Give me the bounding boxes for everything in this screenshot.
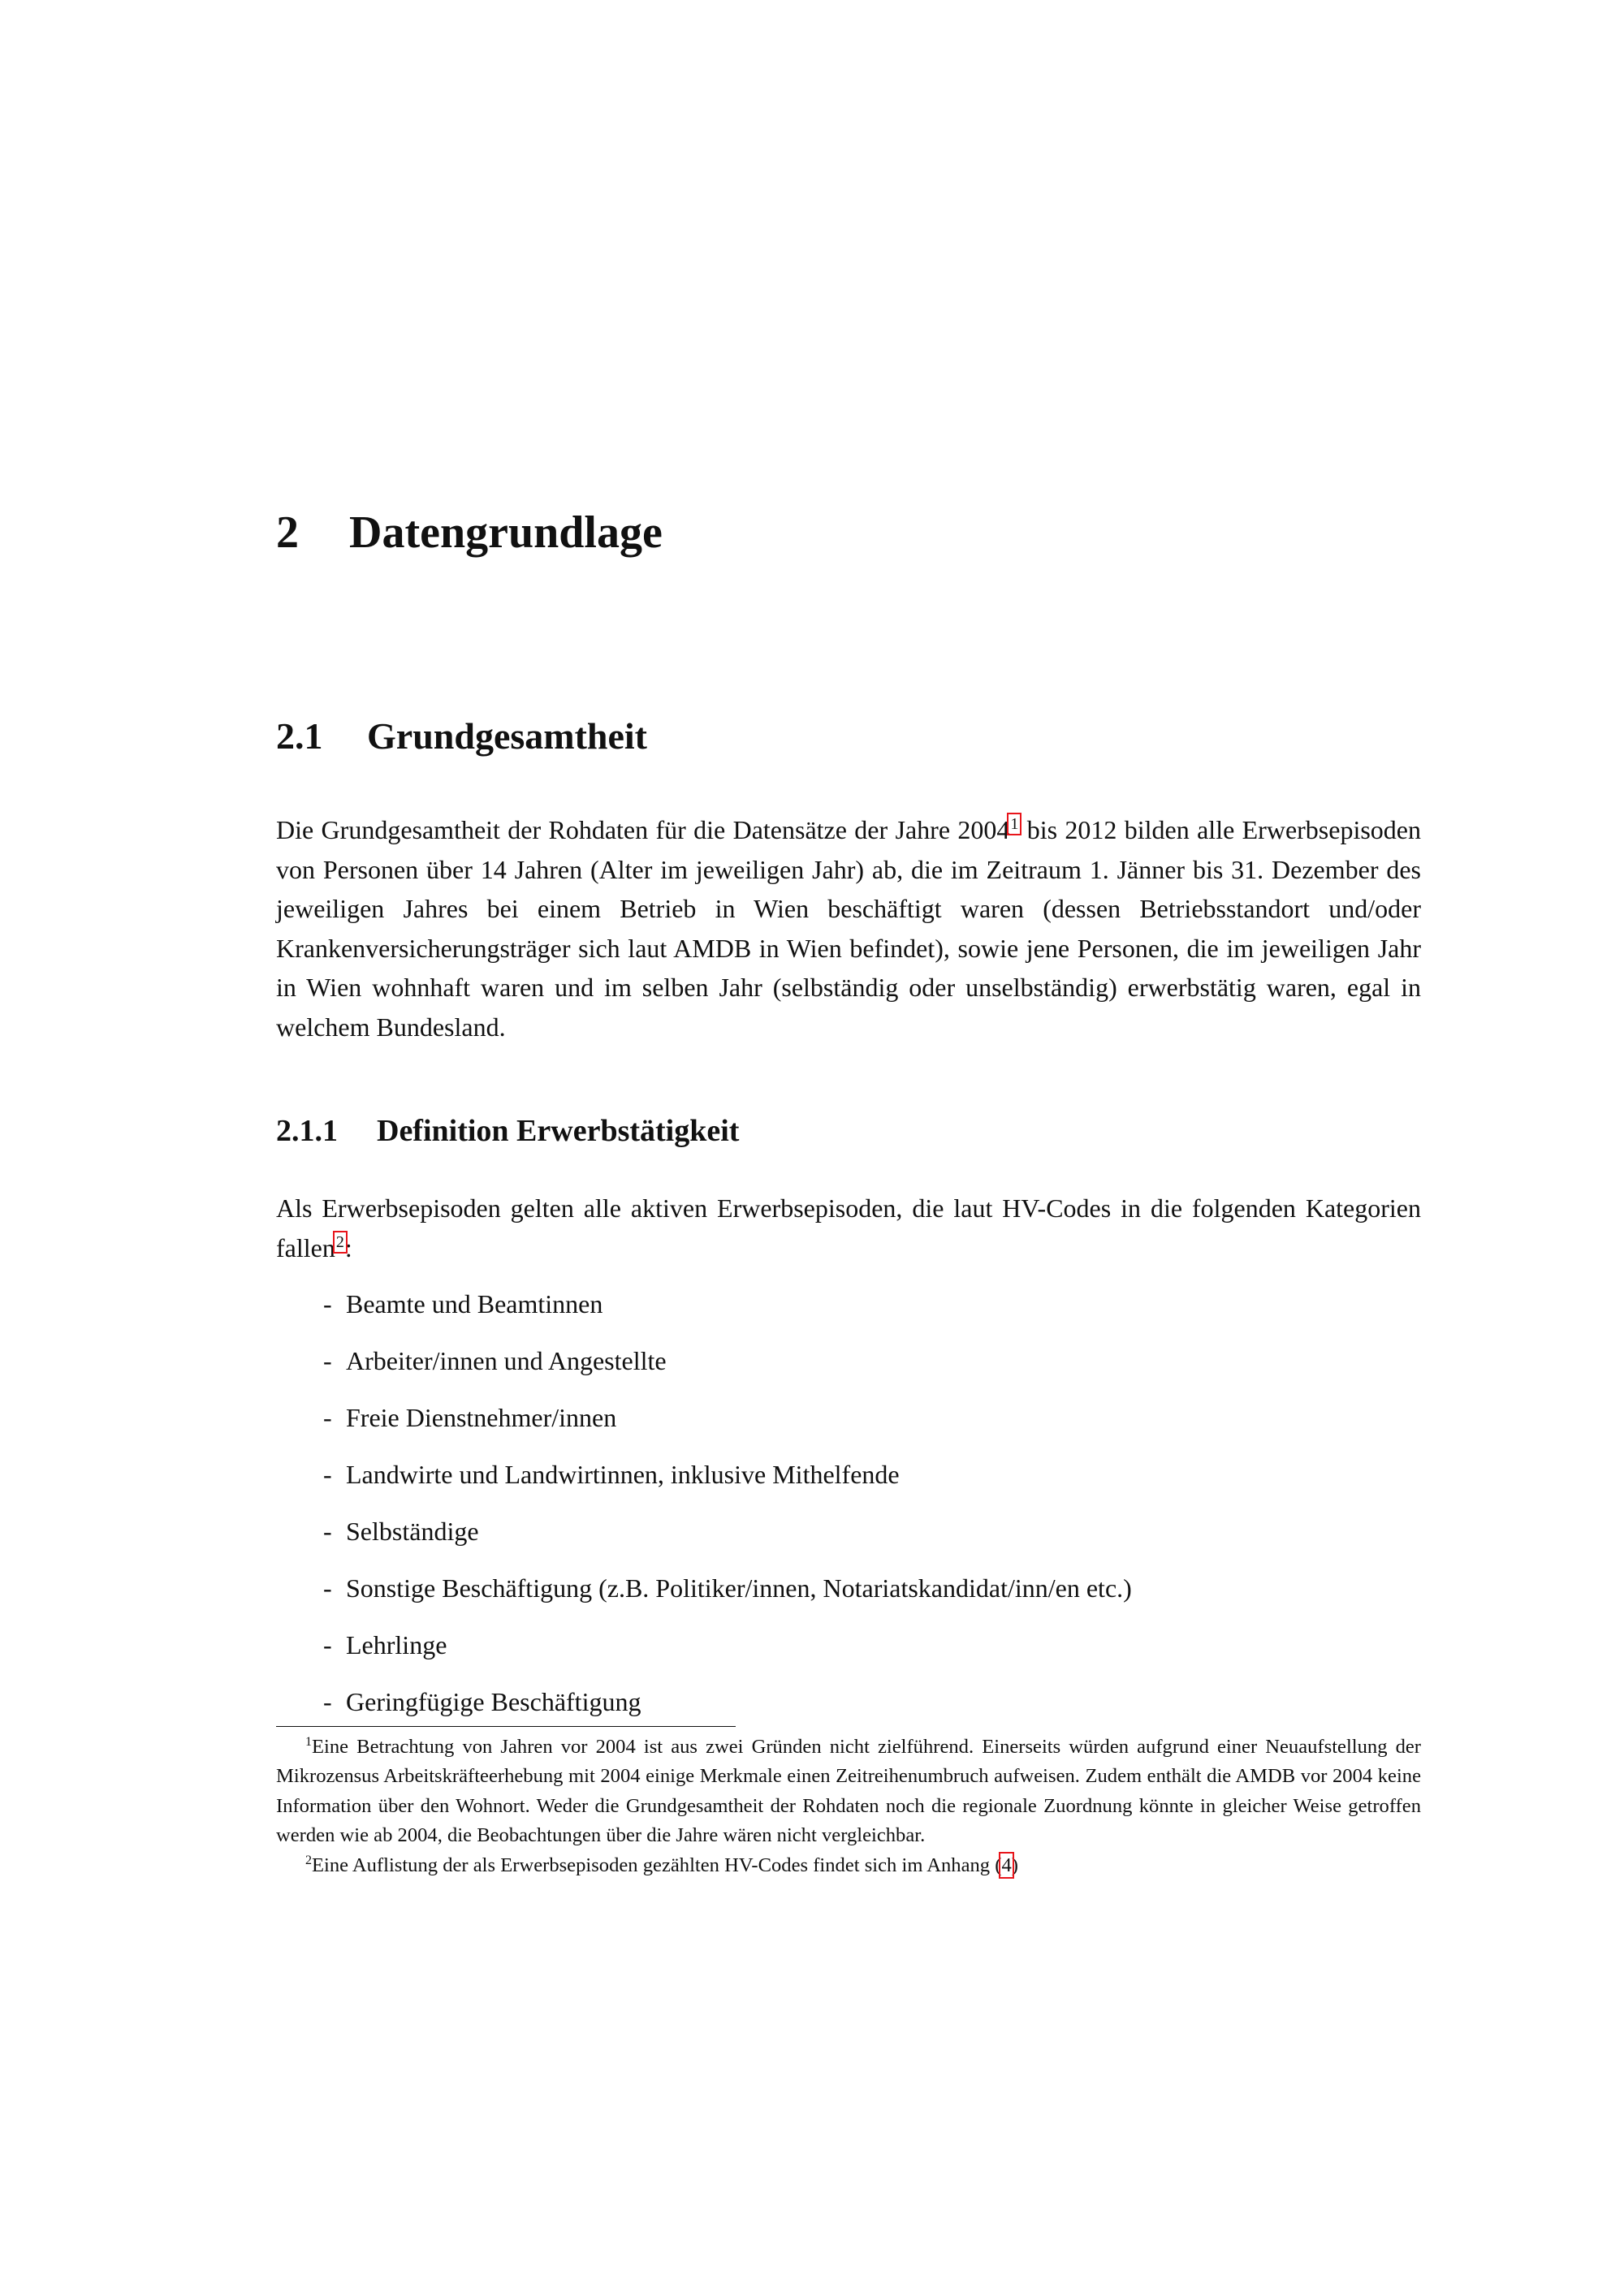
footnote-2 <box>276 1851 1421 1880</box>
list-item-text: Arbeiter/innen und Angestellte <box>346 1346 667 1375</box>
list-marker: - <box>323 1630 332 1659</box>
list-marker: - <box>323 1403 332 1432</box>
subsection-heading <box>276 1116 739 1146</box>
subsection-title: Definition Erwerbstätigkeit <box>377 1114 740 1148</box>
section-number: 2.1 <box>276 715 323 757</box>
list-marker: - <box>323 1289 332 1318</box>
footnote-1-number: 1 <box>305 1734 312 1749</box>
section-paragraph <box>276 810 1421 1047</box>
subsection-paragraph-text-end: : <box>344 1232 352 1262</box>
list-item <box>323 1398 1132 1455</box>
list-item <box>323 1341 1132 1398</box>
subsection-paragraph <box>276 1189 1421 1267</box>
footnote-ref-1-link[interactable]: 1 <box>1010 815 1019 834</box>
list-item-text: Beamte und Beamtinnen <box>346 1289 603 1318</box>
chapter-number: 2 <box>276 507 299 558</box>
list-item <box>323 1625 1132 1682</box>
footnote-ref-2-link[interactable]: 2 <box>335 1232 344 1251</box>
list-item-text: Sonstige Beschäftigung (z.B. Politiker/innen, Notariatskandidat/inn/en etc.) <box>346 1573 1132 1603</box>
list-marker: - <box>323 1687 332 1716</box>
footnote-2-text-start: Eine Auflistung der als Erwerbsepisoden gezählten HV-Codes findet sich im Anhang ( <box>312 1854 1002 1876</box>
subsection-paragraph-text-start: Als Erwerbsepisoden gelten alle aktiven Erwerbsepisoden, die laut HV-Codes in die folgenden Kategorien fallen <box>276 1193 1421 1262</box>
appendix-link[interactable]: 4 <box>1001 1854 1012 1876</box>
list-marker: - <box>323 1460 332 1489</box>
list-item <box>323 1682 1132 1739</box>
category-list <box>323 1284 1132 1739</box>
list-item-text: Freie Dienstnehmer/innen <box>346 1403 617 1432</box>
list-item <box>323 1284 1132 1341</box>
section-paragraph-text-start: Die Grundgesamtheit der Rohdaten für die Datensätze der Jahre 2004 <box>276 815 1010 844</box>
chapter-heading <box>276 507 663 558</box>
list-marker: - <box>323 1346 332 1375</box>
footnote-2-text-end: ) <box>1011 1854 1018 1876</box>
footnote-2-number: 2 <box>305 1853 312 1867</box>
list-item <box>323 1455 1132 1512</box>
footnotes <box>276 1733 1421 1880</box>
list-marker: - <box>323 1573 332 1603</box>
list-item-text: Selbständige <box>346 1517 479 1546</box>
list-marker: - <box>323 1517 332 1546</box>
list-item <box>323 1512 1132 1569</box>
footnote-1 <box>276 1733 1421 1851</box>
list-item <box>323 1569 1132 1625</box>
list-item-text: Landwirte und Landwirtinnen, inklusive Mithelfende <box>346 1460 900 1489</box>
list-item-text: Lehrlinge <box>346 1630 447 1659</box>
section-heading <box>276 715 647 757</box>
section-title: Grundgesamtheit <box>367 715 647 757</box>
subsection-number: 2.1.1 <box>276 1114 338 1148</box>
chapter-title: Datengrundlage <box>349 507 663 558</box>
section-paragraph-text-end: bis 2012 bilden alle Erwerbsepisoden von Personen über 14 Jahren (Alter im jeweiligen Jahr) ab, die im Zeitraum 1. Jänner bis 31. Dezember des jeweiligen Jahres bei einem Betrieb in Wien beschäftigt waren (dessen Betriebsstandort und/oder Krankenversicherungsträger sich laut AMDB in Wien befindet), sowie jene Personen, die im jeweiligen Jahr in Wien wohnhaft waren und im selben Jahr (selbständig oder unselbständig) erwerbstätig waren, egal in welchem Bundesland. <box>276 815 1422 1042</box>
footnote-divider <box>276 1726 736 1727</box>
list-item-text: Geringfügige Beschäftigung <box>346 1687 641 1716</box>
footnote-1-text: Eine Betrachtung von Jahren vor 2004 ist aus zwei Gründen nicht zielführend. Einerseits würden aufgrund einer Neuaufstellung der Mikrozensus Arbeitskräfteerhebung mit 2004 einige Merkmale einen Zeitreihenumbruch aufweisen. Zudem enthält die AMDB vor 2004 keine Information über den Wohnort. Weder die Grundgesamtheit der Rohdaten noch die regionale Zuordnung könnte in gleicher Weise getroffen werden wie ab 2004, die Beobachtungen über die Jahre wären nicht vergleichbar. <box>276 1736 1421 1847</box>
